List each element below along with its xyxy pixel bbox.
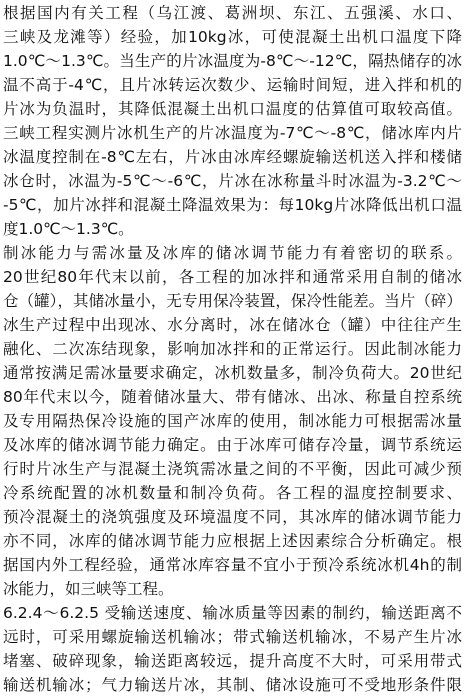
text-line: 远时，可采用螺旋输送机输冰；带式输送机输冰，不易产生片冰 <box>3 628 462 646</box>
text-line: -5℃，加片冰拌和混凝土降温效果为：每10kg片冰降低出机口温 <box>3 196 462 214</box>
text-line: 冰仓时，冰温为-5℃～-6℃，片冰在冰称量斗时冰温为-3.2℃～ <box>3 172 462 190</box>
text-line: 冰能力，如三峡等工程。 <box>3 580 174 598</box>
text-line: 片冰为负温时，其降低混凝土出机口温度的估算值可取较高值。 <box>3 100 462 118</box>
text-line: 及冰库的储冰调节能力确定。由于冰库可储存冷量，调节系统运 <box>3 436 462 454</box>
text-line: 输送机输冰；气力输送片冰，其制、储冰设施可不受地形条件限 <box>3 676 462 694</box>
text-line: 仓（罐），其储冰量小，无专用保冷装置，保冷性能差。当片（碎） <box>3 292 462 310</box>
text-line: 行时片冰生产与混凝土浇筑需冰量之间的不平衡，因此可减少预 <box>3 460 462 478</box>
text-line: 80年代末以今，随着储冰量大、带有储冰、出冰、称量自控系统 <box>3 388 462 406</box>
text-line: 据国内外工程经验，通常冰库容量不宜小于预冷系统冰机4h的制 <box>3 556 462 574</box>
text-line: 通常按满足需冰量要求确定，冰机数量多，制冷负荷大。20世纪 <box>3 364 462 382</box>
text-line: 6.2.4～6.2.5 受输送速度、输冰质量等因素的制约，输送距离不 <box>3 604 462 622</box>
text-line: 三峡及龙滩等）经验，加10kg冰，可使混凝土出机口温度下降 <box>3 28 462 46</box>
text-line: 温不高于-4℃，且片冰转运次数少、运输时间短，进入拌和机的 <box>3 76 462 94</box>
text-line: 1.0℃～1.3℃。当生产的片冰温度为-8℃～-12℃，隔热储存的冰 <box>3 52 462 70</box>
text-line: 及专用隔热保冷设施的国产冰库的使用，制冰能力可根据需冰量 <box>3 412 462 430</box>
text-line: 冰生产过程中出现冰、水分离时，冰在储冰仓（罐）中往往产生 <box>3 316 462 334</box>
text-line: 冷系统配置的冰机数量和制冷负荷。各工程的温度控制要求、 <box>3 484 462 502</box>
text-line: 亦不同，冰库的储冰调节能力应根据上述因素综合分析确定。根 <box>3 532 462 550</box>
text-line: 20世纪80年代末以前，各工程的加冰拌和通常采用自制的储冰 <box>3 268 462 286</box>
text-line: 融化、二次冻结现象，影响加冰拌和的正常运行。因此制冰能力 <box>3 340 462 358</box>
text-line: 冰温度控制在-8℃左右，片冰由冰库经螺旋输送机送入拌和楼储 <box>3 148 462 166</box>
text-line: 堵塞、破碎现象，输送距离较远，提升高度不大时，可采用带式 <box>3 652 462 670</box>
text-line: 三峡工程实测片冰机生产的片冰温度为-7℃～-8℃，储冰库内片 <box>3 124 462 142</box>
text-line: 度1.0℃～1.3℃。 <box>3 220 134 238</box>
text-line: 根据国内有关工程（乌江渡、葛洲坝、东江、五强溪、水口、 <box>3 4 462 22</box>
text-line: 预冷混凝土的浇筑强度及环境温度不同，其冰库的储冰调节能力 <box>3 508 462 526</box>
text-line: 制冰能力与需冰量及冰库的储冰调节能力有着密切的联系。 <box>3 244 462 262</box>
